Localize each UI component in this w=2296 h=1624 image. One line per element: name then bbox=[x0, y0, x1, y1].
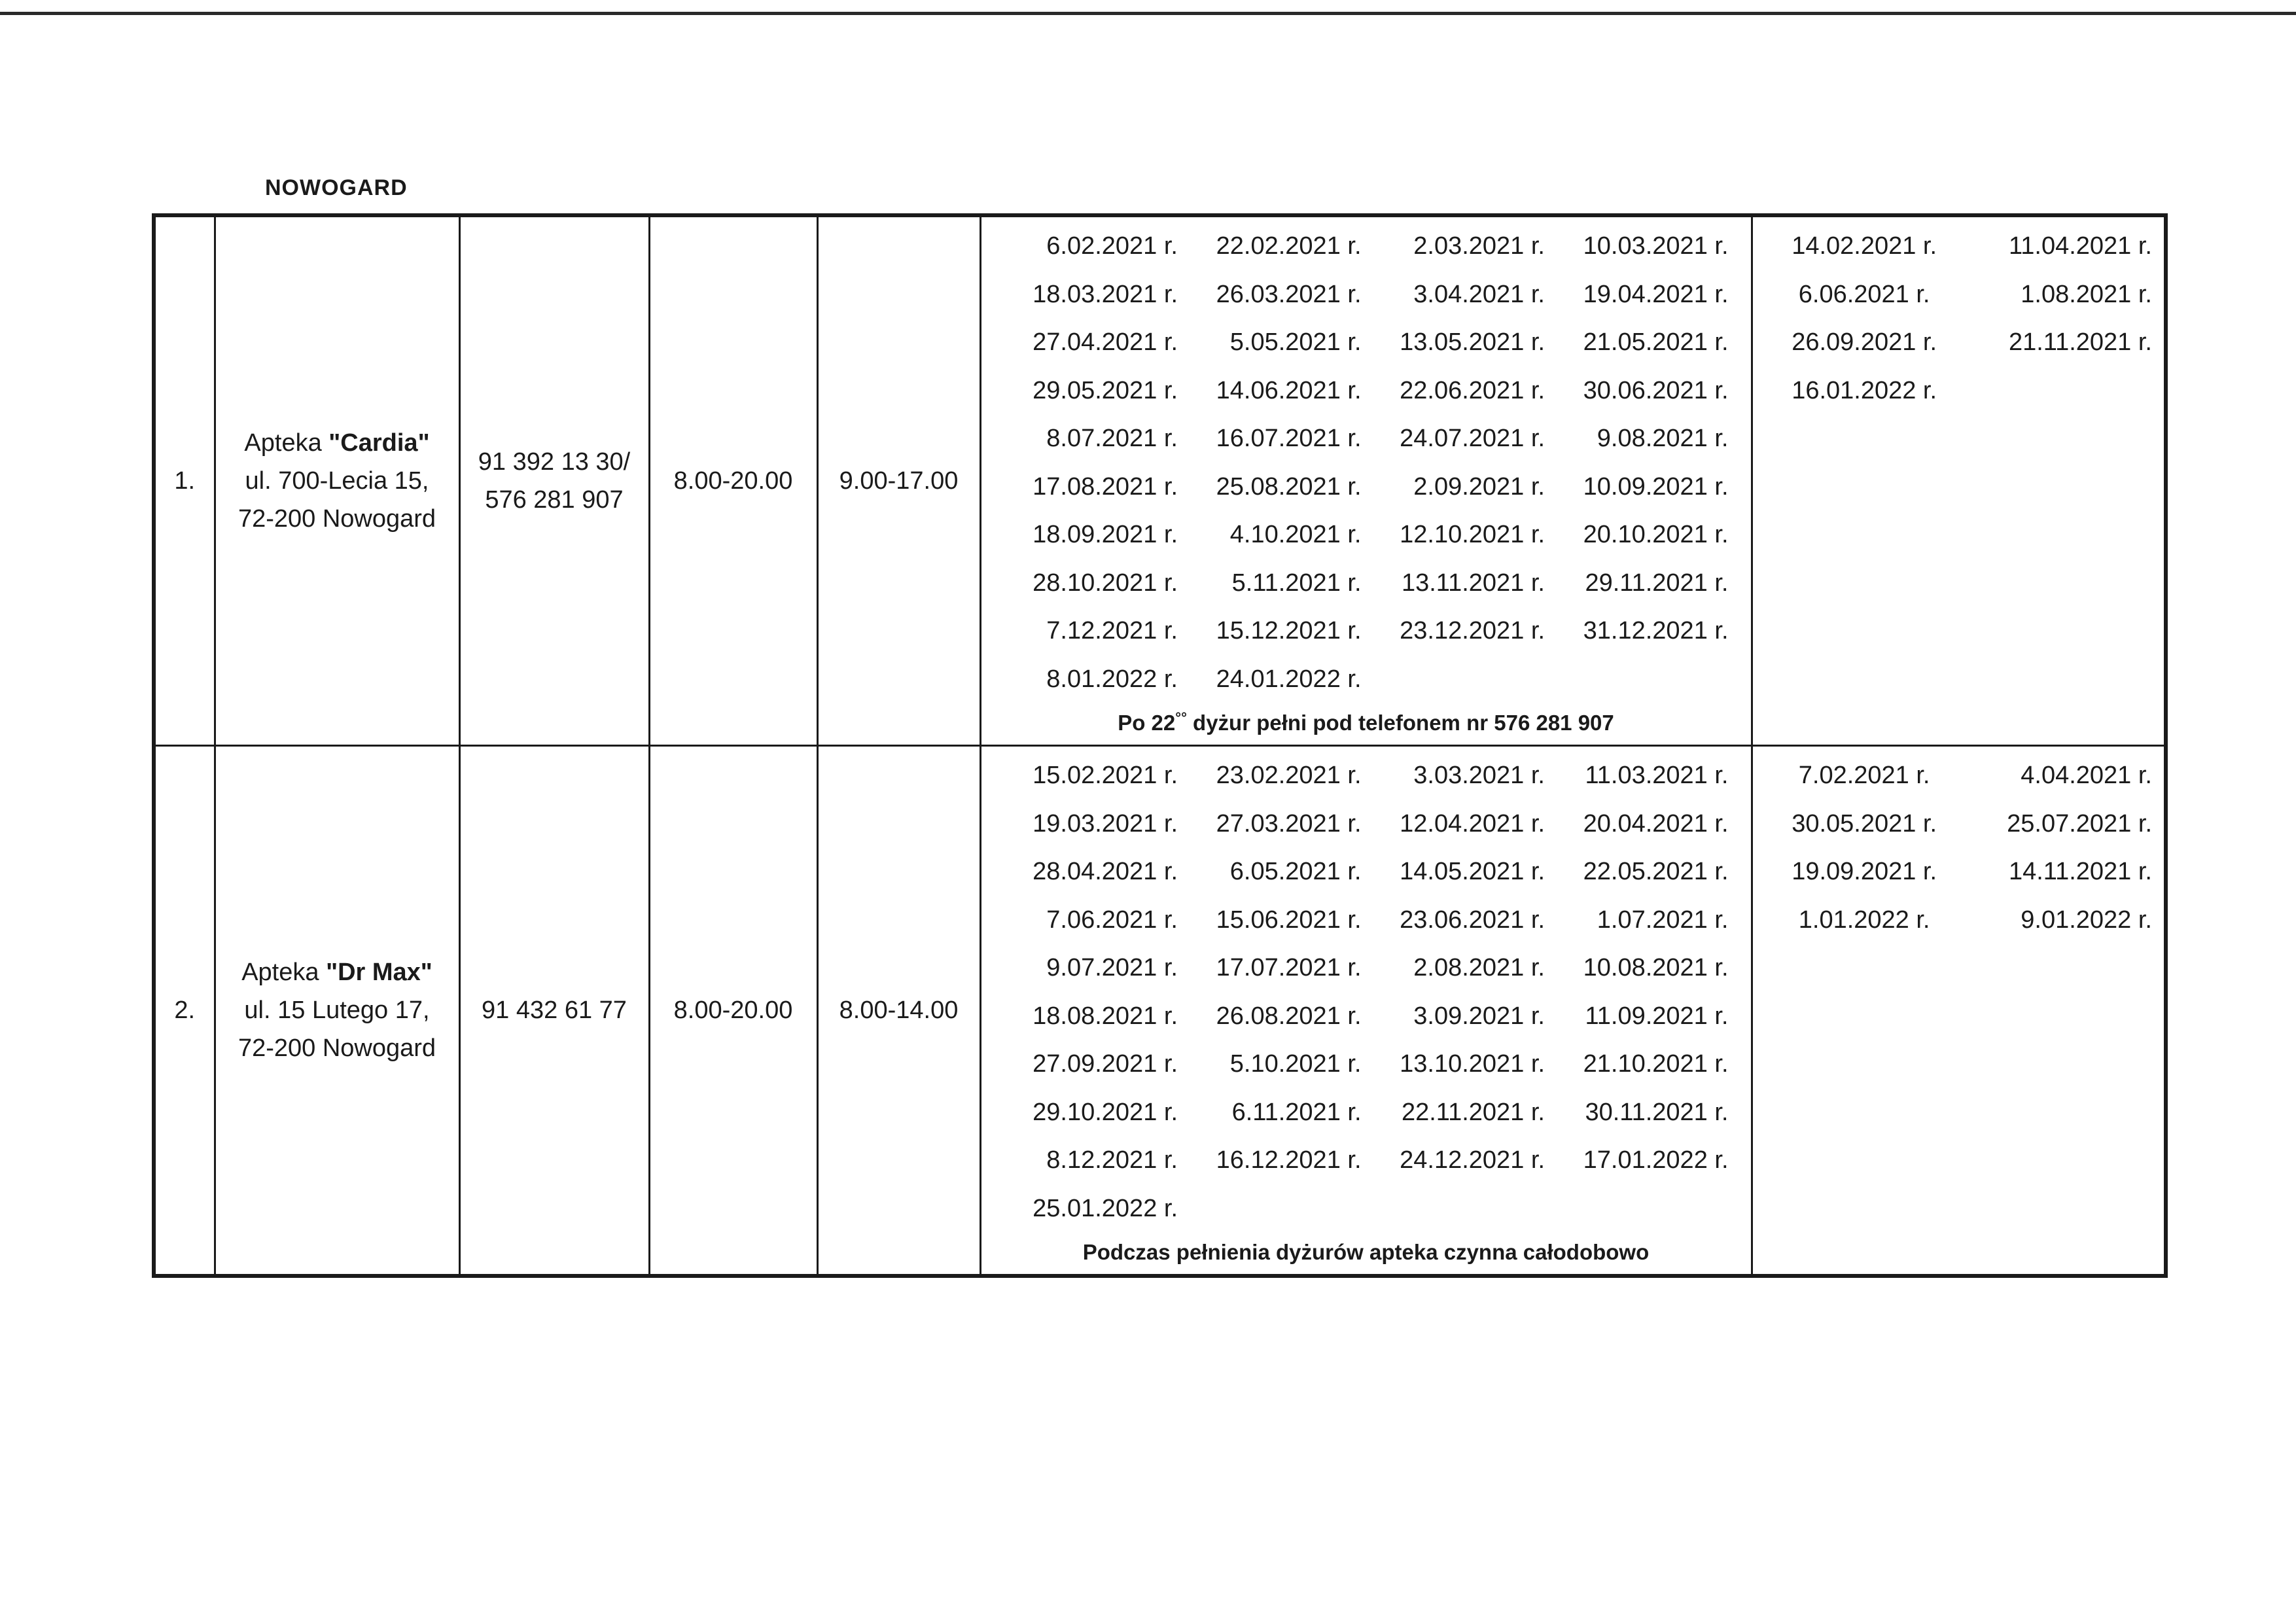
duty-date: 2.03.2021 r. bbox=[1413, 232, 1545, 260]
duty-date: 12.04.2021 r. bbox=[1400, 809, 1545, 838]
duty-date: 5.05.2021 r. bbox=[1229, 328, 1362, 356]
duty-date: 22.11.2021 r. bbox=[1401, 1098, 1545, 1126]
holiday-date: 7.02.2021 r. bbox=[1798, 762, 1930, 789]
saturday-hours: 8.00-14.00 bbox=[817, 746, 980, 1277]
duty-date: 25.08.2021 r. bbox=[1216, 472, 1362, 501]
duty-date: 26.03.2021 r. bbox=[1216, 280, 1362, 308]
holiday-date: 14.02.2021 r. bbox=[1792, 232, 1937, 260]
pharmacy-phone bbox=[459, 215, 649, 746]
pharmacy-name-prefix: Apteka bbox=[244, 429, 329, 457]
duty-date: 3.09.2021 r. bbox=[1413, 1002, 1545, 1030]
duty-date: 8.01.2022 r. bbox=[1046, 665, 1178, 693]
duty-date: 18.03.2021 r. bbox=[1033, 280, 1178, 308]
holiday-date: 4.04.2021 r. bbox=[2021, 762, 2152, 789]
holiday-date: 30.05.2021 r. bbox=[1792, 809, 1937, 838]
holiday-date: 11.04.2021 r. bbox=[2008, 232, 2152, 260]
duty-date: 23.06.2021 r. bbox=[1400, 906, 1545, 934]
duty-date: 23.02.2021 r. bbox=[1216, 762, 1362, 789]
duty-date: 22.02.2021 r. bbox=[1216, 232, 1362, 260]
duty-date: 3.04.2021 r. bbox=[1413, 280, 1545, 308]
duty-date: 5.10.2021 r. bbox=[1229, 1050, 1362, 1078]
weekday-hours: 8.00-20.00 bbox=[649, 746, 817, 1277]
town-heading: NOWOGARD bbox=[265, 175, 408, 200]
duty-date: 10.08.2021 r. bbox=[1583, 954, 1729, 981]
duty-date: 24.01.2022 r. bbox=[1216, 665, 1362, 693]
duty-date: 27.09.2021 r. bbox=[1033, 1050, 1178, 1078]
duty-date: 30.06.2021 r. bbox=[1583, 376, 1729, 404]
duty-schedule-table bbox=[152, 213, 2164, 1278]
duty-date: 6.05.2021 r. bbox=[1229, 858, 1362, 885]
holiday-dates-list bbox=[1753, 747, 2164, 944]
duty-dates-list bbox=[981, 217, 1751, 703]
duty-date: 2.08.2021 r. bbox=[1413, 954, 1545, 981]
duty-date: 5.11.2021 r. bbox=[1231, 569, 1362, 597]
duty-date: 22.06.2021 r. bbox=[1400, 376, 1545, 404]
duty-date: 6.11.2021 r. bbox=[1231, 1098, 1362, 1126]
duty-date: 23.12.2021 r. bbox=[1400, 617, 1545, 644]
pharmacy-phone bbox=[459, 746, 649, 1277]
duty-date: 31.12.2021 r. bbox=[1583, 617, 1729, 644]
duty-date: 8.12.2021 r. bbox=[1046, 1146, 1178, 1174]
phone-line-1: 91 392 13 30/ bbox=[478, 448, 631, 476]
duty-date: 27.04.2021 r. bbox=[1033, 328, 1178, 356]
duty-date: 18.09.2021 r. bbox=[1033, 521, 1178, 548]
pharmacy-name-address bbox=[215, 746, 459, 1277]
duty-date: 7.06.2021 r. bbox=[1046, 906, 1178, 934]
duty-date: 15.02.2021 r. bbox=[1033, 762, 1178, 789]
duty-date: 29.05.2021 r. bbox=[1033, 376, 1178, 404]
duty-dates-list bbox=[981, 747, 1751, 1233]
duty-date: 14.05.2021 r. bbox=[1400, 858, 1545, 885]
duty-date: 13.11.2021 r. bbox=[1401, 569, 1545, 597]
duty-date: 28.10.2021 r. bbox=[1033, 569, 1178, 597]
pharmacy-name: "Dr Max" bbox=[326, 959, 433, 986]
duty-date: 27.03.2021 r. bbox=[1216, 809, 1362, 838]
duty-date: 29.11.2021 r. bbox=[1585, 569, 1729, 597]
holiday-date: 6.06.2021 r. bbox=[1798, 280, 1930, 308]
duty-date: 18.08.2021 r. bbox=[1033, 1002, 1178, 1030]
duty-date: 15.12.2021 r. bbox=[1216, 617, 1362, 644]
scan-top-line bbox=[0, 12, 2296, 15]
holiday-date: 21.11.2021 r. bbox=[2008, 328, 2152, 356]
pharmacy-city: 72-200 Nowogard bbox=[238, 1034, 436, 1062]
duty-date: 11.09.2021 r. bbox=[1585, 1002, 1729, 1030]
duty-date: 25.01.2022 r. bbox=[1033, 1194, 1178, 1222]
duty-date: 29.10.2021 r. bbox=[1033, 1098, 1178, 1126]
duty-date: 24.07.2021 r. bbox=[1400, 425, 1545, 452]
duty-date: 12.10.2021 r. bbox=[1400, 521, 1545, 548]
duty-date: 21.05.2021 r. bbox=[1583, 328, 1729, 356]
duty-date: 22.05.2021 r. bbox=[1583, 858, 1729, 885]
duty-date: 17.07.2021 r. bbox=[1216, 954, 1362, 981]
duty-date: 30.11.2021 r. bbox=[1585, 1098, 1729, 1126]
duty-date: 3.03.2021 r. bbox=[1413, 762, 1545, 789]
duty-date: 24.12.2021 r. bbox=[1400, 1146, 1545, 1174]
table-row bbox=[154, 215, 2166, 746]
phone-line-1: 91 432 61 77 bbox=[482, 997, 627, 1024]
duty-date: 17.08.2021 r. bbox=[1033, 472, 1178, 501]
holiday-date: 1.01.2022 r. bbox=[1798, 906, 1930, 934]
holiday-date: 26.09.2021 r. bbox=[1792, 328, 1937, 356]
duty-date: 26.08.2021 r. bbox=[1216, 1002, 1362, 1030]
weekday-hours: 8.00-20.00 bbox=[649, 215, 817, 746]
pharmacy-name-prefix: Apteka bbox=[241, 959, 327, 986]
duty-note: Po 22°° dyżur pełni pod telefonem nr 576 281 907 bbox=[1118, 709, 1614, 735]
duty-date: 11.03.2021 r. bbox=[1585, 762, 1729, 789]
row-index: 1. bbox=[154, 215, 215, 746]
duty-date: 16.07.2021 r. bbox=[1216, 425, 1362, 452]
duty-date: 16.12.2021 r. bbox=[1216, 1146, 1362, 1174]
holiday-date: 1.08.2021 r. bbox=[2021, 280, 2152, 308]
duty-date: 2.09.2021 r. bbox=[1413, 472, 1545, 501]
duty-date: 9.08.2021 r. bbox=[1597, 425, 1729, 452]
pharmacy-name: "Cardia" bbox=[328, 429, 430, 457]
duty-date: 7.12.2021 r. bbox=[1046, 617, 1178, 644]
holiday-date: 9.01.2022 r. bbox=[2021, 906, 2152, 934]
duty-date: 19.03.2021 r. bbox=[1033, 809, 1178, 838]
duty-date: 6.02.2021 r. bbox=[1046, 232, 1178, 260]
duty-date: 15.06.2021 r. bbox=[1216, 906, 1362, 934]
holiday-date: 16.01.2022 r. bbox=[1792, 376, 1937, 404]
duty-date: 19.04.2021 r. bbox=[1583, 280, 1729, 308]
duty-date: 9.07.2021 r. bbox=[1046, 954, 1178, 981]
holiday-date: 25.07.2021 r. bbox=[2007, 809, 2152, 838]
pharmacy-street: ul. 700-Lecia 15, bbox=[245, 467, 429, 495]
duty-date: 20.10.2021 r. bbox=[1583, 521, 1729, 548]
duty-date: 10.03.2021 r. bbox=[1583, 232, 1729, 260]
duty-date: 28.04.2021 r. bbox=[1033, 858, 1178, 885]
duty-date: 1.07.2021 r. bbox=[1597, 906, 1729, 934]
pharmacy-city: 72-200 Nowogard bbox=[238, 505, 436, 533]
holiday-date: 19.09.2021 r. bbox=[1792, 858, 1937, 885]
duty-date: 10.09.2021 r. bbox=[1583, 472, 1729, 501]
phone-line-2: 576 281 907 bbox=[485, 486, 624, 514]
duty-date: 13.10.2021 r. bbox=[1400, 1050, 1545, 1078]
duty-note: Podczas pełnienia dyżurów apteka czynna całodobowo bbox=[1082, 1240, 1650, 1264]
holiday-date: 14.11.2021 r. bbox=[2008, 858, 2152, 885]
holiday-dates-cell bbox=[1752, 746, 2166, 1277]
pharmacy-name-address bbox=[215, 215, 459, 746]
duty-date: 14.06.2021 r. bbox=[1216, 376, 1362, 404]
pharmacy-street: ul. 15 Lutego 17, bbox=[244, 997, 430, 1024]
duty-dates-cell bbox=[980, 215, 1752, 746]
duty-date: 4.10.2021 r. bbox=[1229, 521, 1362, 548]
table-row bbox=[154, 746, 2166, 1277]
duty-date: 17.01.2022 r. bbox=[1583, 1146, 1729, 1174]
duty-date: 20.04.2021 r. bbox=[1583, 809, 1729, 838]
row-index: 2. bbox=[154, 746, 215, 1277]
holiday-dates-list bbox=[1753, 217, 2164, 415]
duty-dates-cell bbox=[980, 746, 1752, 1277]
holiday-dates-cell bbox=[1752, 215, 2166, 746]
duty-date: 21.10.2021 r. bbox=[1583, 1050, 1729, 1078]
duty-date: 13.05.2021 r. bbox=[1400, 328, 1545, 356]
duty-date: 8.07.2021 r. bbox=[1046, 425, 1178, 452]
saturday-hours: 9.00-17.00 bbox=[817, 215, 980, 746]
